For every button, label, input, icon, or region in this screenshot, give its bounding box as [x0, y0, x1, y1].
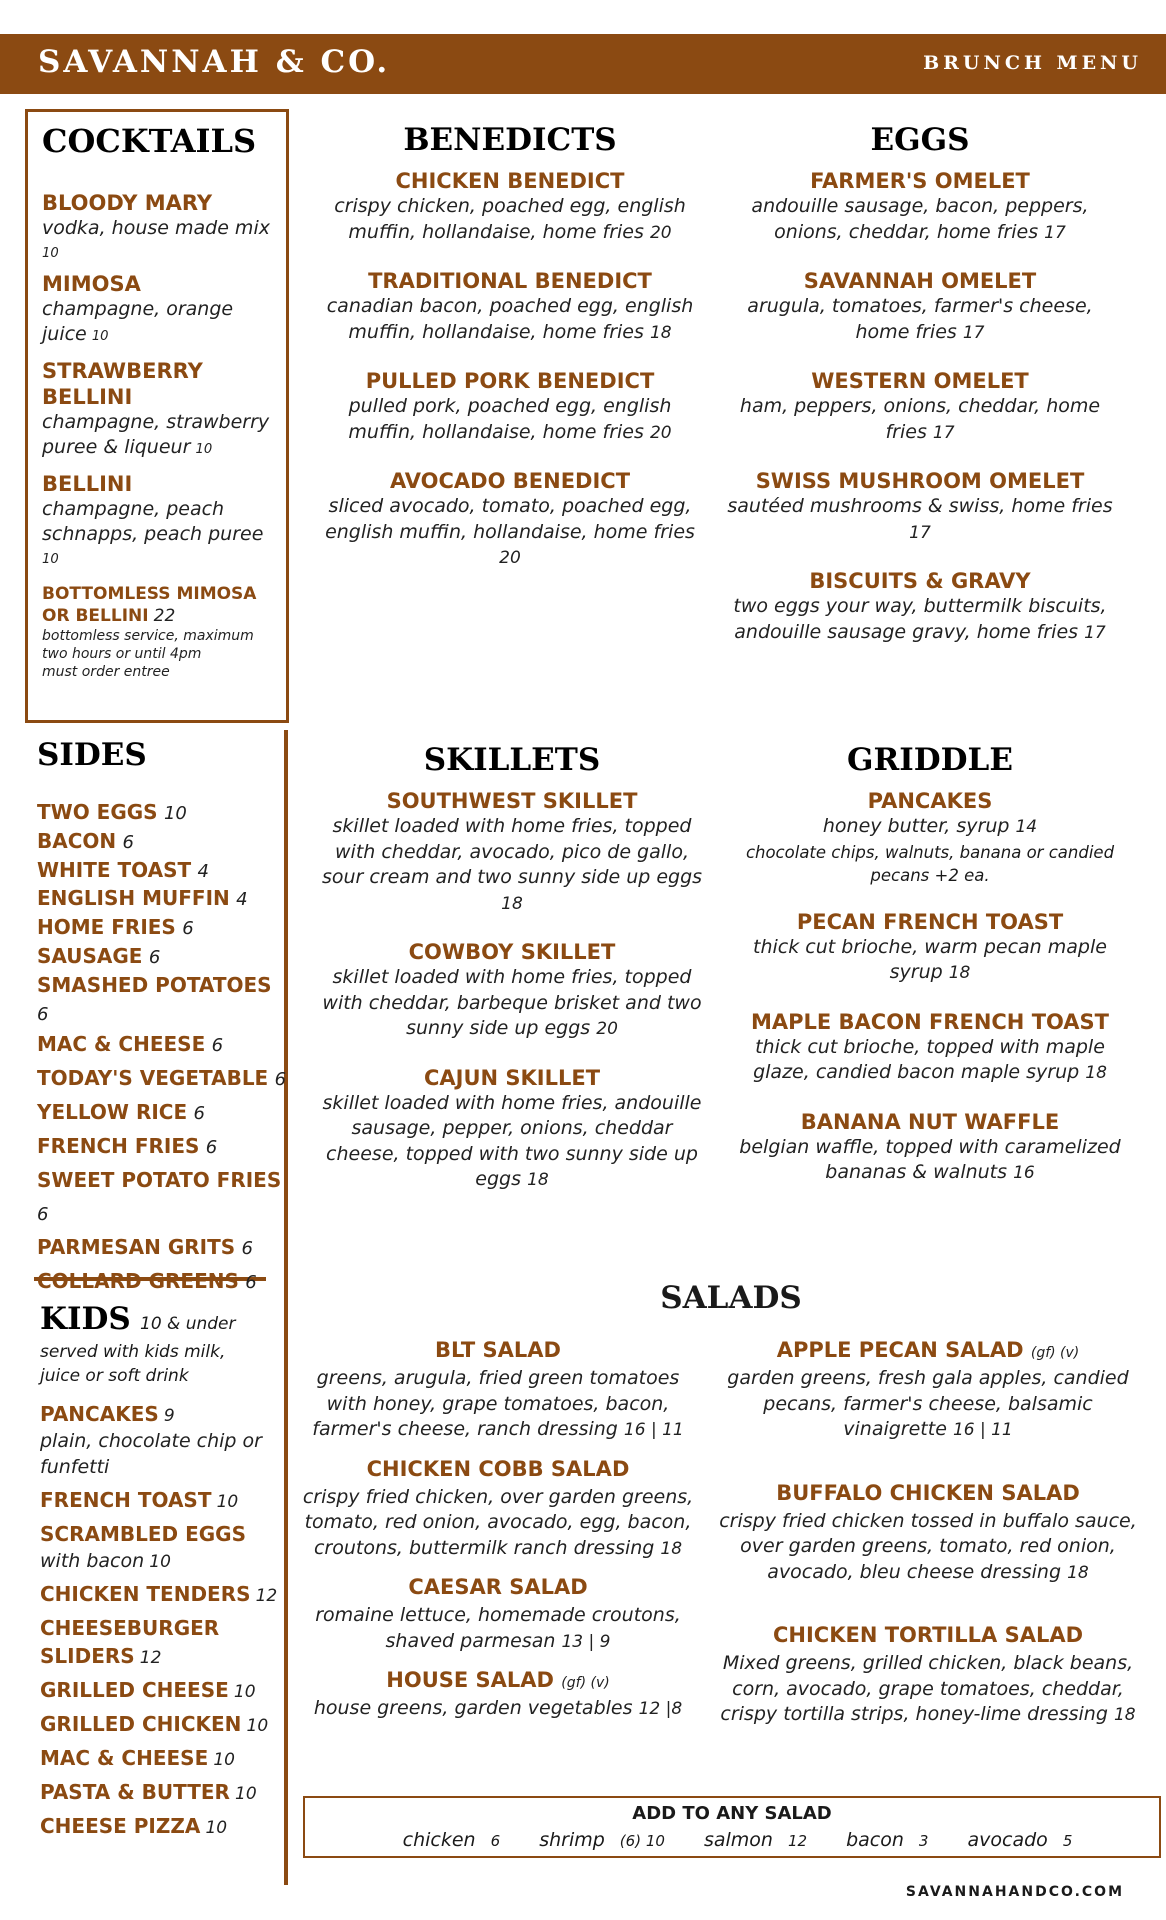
menu-title: BRUNCH MENU [923, 52, 1142, 74]
item-tag: (gf) (v) [561, 1675, 610, 1691]
item-name: TWO EGGS [37, 800, 158, 824]
menu-item [318, 939, 706, 1043]
item-name: PANCAKES [40, 1402, 159, 1426]
addon-price: 3 [918, 1832, 929, 1850]
item-name: BELLINI [42, 471, 133, 496]
side-item [37, 972, 287, 1029]
item-price: 6 [274, 1069, 287, 1091]
kids-item [40, 1486, 280, 1514]
cocktails-list [42, 190, 272, 691]
item-price: 6 [245, 1272, 257, 1294]
side-item [37, 1265, 287, 1299]
desc-text: skillet loaded with home fries, topped with cheddar, barbeque brisket and two sunny side up eggs [322, 966, 702, 1039]
item-price: 20 [499, 548, 521, 568]
item-name: HOME FRIES [37, 915, 176, 940]
item-desc: champagne, strawberry puree & liqueur [42, 410, 270, 458]
item-name: COLLARD GREENS [37, 1269, 239, 1294]
item-name: CHEESE PIZZA [40, 1814, 201, 1838]
side-item [37, 799, 287, 828]
desc-text: romaine lettuce, homemade croutons, shaved parmesan [315, 1604, 681, 1652]
kids-item [40, 1812, 280, 1840]
item-name: SAUSAGE [37, 943, 143, 968]
desc-text: honey butter, syrup [822, 815, 1010, 837]
addon-name: salmon [703, 1829, 773, 1851]
item-price: 20 [649, 222, 672, 243]
item-desc [720, 594, 1120, 646]
item-price: 6 [122, 831, 134, 853]
item-name: FRENCH FRIES [37, 1134, 200, 1159]
item-name: PASTA & BUTTER [40, 1780, 230, 1804]
item-price: 17 [932, 422, 955, 443]
kids-item [40, 1778, 280, 1806]
item-desc [298, 1366, 698, 1444]
menu-item [322, 368, 698, 446]
item-price: 10 [246, 1716, 269, 1736]
item-tag: (gf) (v) [1030, 1345, 1080, 1361]
addon-name: shrimp [539, 1829, 605, 1851]
item-price: 10 [216, 1492, 239, 1512]
name-text: CHICKEN COBB SALAD [366, 1456, 630, 1481]
item-name: CHICKEN BENEDICT [395, 169, 625, 193]
desc-text: canadian bacon, poached egg, english muffin, hollandaise, home fries [326, 295, 694, 343]
salad-addon-box [303, 1796, 1161, 1858]
item-desc: champagne, peach schnapps, peach puree [42, 497, 264, 545]
desc-text: arugula, tomatoes, farmer's cheese, home fries [747, 295, 1093, 343]
item-name: MAPLE BACON FRENCH TOAST [750, 1009, 1110, 1034]
item-price: 18 [527, 1170, 549, 1190]
item-name: STRAWBERRY BELLINI [42, 358, 203, 409]
menu-item [718, 1480, 1138, 1587]
item-price: 6 [193, 1103, 205, 1125]
item-price: 6 [37, 1003, 49, 1025]
addon-title: ADD TO ANY SALAD [632, 1803, 832, 1824]
menu-item [718, 1622, 1138, 1729]
item-price: 18 [948, 963, 971, 983]
item-price: 10 [233, 1682, 256, 1702]
item-price: 12 [139, 1648, 162, 1668]
item-desc [720, 394, 1120, 446]
item-name: SWISS MUSHROOM OMELET [755, 469, 1085, 493]
griddle-section [730, 742, 1130, 1209]
item-name [298, 1574, 698, 1603]
kids-item [40, 1400, 280, 1480]
item-desc: vodka, house made mix [42, 217, 270, 239]
side-item [37, 885, 287, 914]
item-name: BACON [37, 828, 117, 853]
item-name: BISCUITS & GRAVY [809, 569, 1031, 593]
item-extra: chocolate chips, walnuts, banana or candied pecans +2 ea. [745, 842, 1115, 885]
side-item [37, 857, 287, 886]
desc-text: Mixed greens, grilled chicken, black beans, corn, avocado, grape tomatoes, cheddar, crispy tortilla strips, honey-lime dressing [720, 1652, 1134, 1725]
website-link[interactable]: SAVANNAHANDCO.COM [905, 1884, 1124, 1900]
bottomless-note-2: must order entree [42, 663, 170, 680]
benedicts-title: BENEDICTS [403, 122, 617, 158]
item-desc [322, 294, 698, 346]
item-price: 10 [213, 1750, 235, 1770]
desc-text: skillet loaded with home fries, andouille sausage, pepper, onions, cheddar cheese, topped with two sunny side up eggs [322, 1091, 702, 1190]
bottomless-note: bottomless service, maximum two hours or until 4pm [42, 627, 254, 662]
item-price: 16 | 11 [623, 1420, 684, 1440]
kids-item [40, 1520, 280, 1574]
menu-item [730, 909, 1130, 987]
item-desc [730, 814, 1130, 841]
item-desc [718, 1366, 1138, 1444]
item-price: 18 [1085, 1063, 1107, 1083]
item-name [298, 1456, 698, 1485]
desc-text: greens, arugula, fried green tomatoes with honey, grape tomatoes, bacon, farmer's cheese, ranch dressing [312, 1367, 680, 1440]
desc-text: crispy chicken, poached egg, english muffin, hollandaise, home fries [334, 195, 686, 243]
desc-text: ham, peppers, onions, cheddar, home fries [739, 395, 1101, 443]
item-name: SWEET POTATO FRIES [37, 1168, 282, 1193]
item-name [298, 1667, 698, 1696]
menu-item [318, 788, 706, 917]
menu-item [42, 190, 272, 261]
desc-text: skillet loaded with home fries, topped with cheddar, avocado, pico de gallo, sour cream and two sunny side up eggs [321, 815, 703, 888]
kids-item [40, 1580, 280, 1608]
desc-text: thick cut brioche, warm pecan maple syrup [753, 935, 1107, 983]
item-name: CHEESEBURGER SLIDERS [40, 1616, 220, 1668]
item-price: 20 [596, 1019, 618, 1039]
item-price: 12 |8 [638, 1699, 683, 1719]
item-name: FRENCH TOAST [40, 1488, 212, 1512]
salads-right-column [718, 1337, 1138, 1751]
menu-item [720, 268, 1120, 346]
cocktails-section [25, 109, 289, 723]
side-item [37, 1096, 287, 1130]
item-name: GRILLED CHEESE [40, 1678, 229, 1702]
item-price: 6 [211, 1035, 224, 1057]
item-price: 13 | 9 [561, 1631, 611, 1652]
item-desc: plain, chocolate chip or funfetti [40, 1430, 262, 1478]
item-price: 17 [1084, 622, 1106, 643]
menu-item [42, 271, 272, 348]
item-desc: champagne, orange juice [42, 297, 234, 345]
desc-text: crispy fried chicken tossed in buffalo sauce, over garden greens, tomato, red onion, avocado, bleu cheese dressing [719, 1509, 1137, 1583]
menu-item [322, 168, 698, 246]
desc-text: sautéed mushrooms & swiss, home fries [727, 495, 1113, 517]
item-name: PANCAKES [867, 789, 993, 813]
item-price: 10 [163, 803, 187, 824]
desc-text: pulled pork, poached egg, english muffin, hollandaise, home fries [348, 395, 672, 443]
item-price: 18 [1113, 1705, 1136, 1725]
item-price: 18 [660, 1538, 683, 1559]
desc-text: thick cut brioche, topped with maple glaze, candied bacon maple syrup [753, 1035, 1105, 1083]
side-item [37, 1130, 287, 1164]
addon-option [835, 1829, 928, 1851]
addon-option [392, 1829, 501, 1851]
item-name: MIMOSA [42, 271, 141, 296]
name-text: APPLE PECAN SALAD [776, 1338, 1024, 1362]
menu-item [322, 468, 698, 572]
item-name: SCRAMBLED EGGS [40, 1522, 246, 1546]
item-desc [720, 494, 1120, 546]
name-text: BUFFALO CHICKEN SALAD [776, 1480, 1080, 1505]
menu-item [720, 368, 1120, 446]
kids-title: KIDS [40, 1301, 131, 1337]
griddle-title: GRIDDLE [847, 742, 1013, 778]
item-name: TODAY'S VEGETABLE [37, 1066, 269, 1091]
item-price: 4 [236, 889, 248, 911]
item-price: 16 [1013, 1163, 1035, 1183]
desc-text: two eggs your way, buttermilk biscuits, andouille sausage gravy, home fries [733, 595, 1107, 643]
addon-option [528, 1829, 665, 1851]
item-name: SOUTHWEST SKILLET [386, 789, 638, 813]
item-name [298, 1337, 698, 1366]
sides-title: SIDES [37, 737, 147, 773]
item-name: TRADITIONAL BENEDICT [368, 269, 652, 293]
name-text: BLT SALAD [435, 1338, 561, 1362]
addon-name: bacon [846, 1829, 904, 1851]
item-name: PULLED PORK BENEDICT [365, 369, 655, 393]
item-desc [318, 965, 706, 1043]
item-price: 6 [205, 1137, 218, 1159]
kids-item [40, 1614, 240, 1670]
side-item [37, 914, 287, 943]
item-price: 14 [1015, 817, 1038, 837]
addon-options [305, 1827, 1159, 1854]
item-price: 18 [501, 893, 523, 914]
item-desc [730, 1035, 1130, 1087]
item-name: MAC & CHEESE [37, 1032, 206, 1057]
menu-item [322, 268, 698, 346]
kids-list [40, 1400, 280, 1846]
item-name: BOTTOMLESS MIMOSA OR BELLINI [42, 583, 257, 626]
item-desc [720, 194, 1120, 246]
item-desc [322, 494, 698, 572]
menu-item [730, 1009, 1130, 1087]
kids-item [40, 1744, 280, 1772]
item-price: 6 [241, 1238, 253, 1260]
item-price: 17 [962, 322, 985, 343]
item-name: BLOODY MARY [42, 191, 213, 215]
menu-item [720, 568, 1120, 646]
item-price: 10 [149, 1552, 171, 1572]
desc-text: andouille sausage, bacon, peppers, onions, cheddar, home fries [751, 195, 1089, 243]
addon-price: 12 [787, 1832, 808, 1850]
item-desc [730, 935, 1130, 987]
eggs-title: EGGS [870, 122, 970, 158]
benedicts-section [322, 122, 698, 594]
desc-text: belgian waffle, topped with caramelized bananas & walnuts [739, 1135, 1121, 1183]
item-name: WESTERN OMELET [811, 369, 1029, 393]
desc-text: sliced avocado, tomato, poached egg, english muffin, hollandaise, home fries [325, 495, 695, 543]
item-desc [322, 394, 698, 446]
item-desc [298, 1603, 698, 1655]
item-desc [298, 1485, 698, 1563]
item-name: WHITE TOAST [37, 857, 192, 882]
item-desc [718, 1509, 1138, 1587]
item-price: 16 | 11 [952, 1420, 1013, 1440]
name-text: HOUSE SALAD [386, 1668, 554, 1692]
desc-text: garden greens, fresh gala apples, candied pecans, farmer's cheese, balsamic vinaigrette [727, 1367, 1129, 1440]
sides-list [37, 799, 287, 1299]
item-name: COWBOY SKILLET [408, 940, 616, 964]
item-name: ENGLISH MUFFIN [37, 886, 230, 911]
item-desc [730, 1135, 1130, 1187]
item-desc: with bacon [40, 1550, 145, 1572]
menu-item [298, 1337, 698, 1444]
item-price: 10 [91, 329, 109, 344]
item-price: 12 [255, 1586, 278, 1606]
side-item [37, 1231, 287, 1265]
menu-item [298, 1667, 698, 1723]
item-desc [318, 1091, 706, 1194]
item-name: FARMER'S OMELET [810, 169, 1030, 193]
addon-price: 5 [1062, 1832, 1073, 1850]
item-price: 10 [42, 551, 59, 567]
skillets-section [318, 742, 706, 1216]
item-desc [298, 1696, 698, 1723]
item-desc [718, 1651, 1138, 1729]
item-name [718, 1480, 1138, 1509]
item-price: 9 [163, 1406, 175, 1426]
addon-price: (6) 10 [619, 1832, 665, 1850]
desc-text: crispy fried chicken, over garden greens, tomato, red onion, avocado, egg, bacon, croutons, buttermilk ranch dressing [302, 1485, 694, 1559]
item-name: SAVANNAH OMELET [803, 269, 1037, 293]
item-price: 4 [197, 860, 209, 882]
item-price: 18 [1067, 1562, 1089, 1583]
salads-left-column [298, 1337, 698, 1735]
menu-item [298, 1574, 698, 1655]
bottomless-item [42, 583, 272, 681]
addon-option [957, 1829, 1073, 1851]
side-item [37, 1028, 287, 1062]
item-name: PECAN FRENCH TOAST [796, 909, 1064, 934]
menu-item [720, 168, 1120, 246]
addon-option [693, 1829, 807, 1851]
addon-name: avocado [967, 1829, 1048, 1851]
kids-note: served with kids milk, juice or soft drink [40, 1342, 226, 1386]
item-name [718, 1337, 1138, 1366]
item-price: 6 [182, 918, 194, 940]
item-name: YELLOW RICE [37, 1100, 188, 1125]
item-name: BANANA NUT WAFFLE [800, 1109, 1060, 1134]
menu-item [42, 358, 272, 461]
addon-price: 6 [490, 1832, 501, 1850]
addon-name: chicken [402, 1829, 476, 1851]
item-desc [318, 814, 706, 917]
menu-item [318, 1065, 706, 1194]
side-item [37, 1164, 287, 1231]
item-name: CAJUN SKILLET [423, 1065, 601, 1090]
kids-item [40, 1676, 280, 1704]
item-desc [720, 294, 1120, 346]
item-name [718, 1622, 1138, 1651]
item-price: 10 [195, 442, 213, 457]
salads-title: SALADS [660, 1280, 802, 1316]
item-name: MAC & CHEESE [40, 1746, 209, 1770]
item-price: 10 [205, 1818, 228, 1838]
skillets-title: SKILLETS [423, 742, 601, 778]
item-price: 22 [153, 605, 176, 626]
header-bar [0, 34, 1166, 94]
name-text: CAESAR SALAD [408, 1575, 588, 1599]
name-text: CHICKEN TORTILLA SALAD [772, 1623, 1084, 1647]
item-desc [322, 194, 698, 246]
kids-subtitle: 10 & under [140, 1314, 236, 1334]
item-price: 18 [649, 322, 672, 343]
side-item [37, 943, 287, 972]
eggs-section [720, 122, 1120, 668]
salads-title-row [302, 1280, 1160, 1316]
desc-text: house greens, garden vegetables [313, 1697, 633, 1719]
item-price: 17 [909, 522, 931, 543]
item-name: AVOCADO BENEDICT [389, 469, 631, 493]
menu-item [730, 1109, 1130, 1187]
item-price: 6 [37, 1204, 49, 1226]
item-price: 6 [148, 946, 161, 968]
cocktails-title: COCKTAILS [42, 122, 257, 160]
item-price: 10 [235, 1784, 257, 1804]
menu-item [42, 471, 272, 567]
item-price: 10 [42, 245, 59, 261]
item-price: 17 [1044, 222, 1066, 243]
menu-item [730, 788, 1130, 887]
item-name: PARMESAN GRITS [37, 1235, 236, 1260]
item-name: CHICKEN TENDERS [40, 1582, 251, 1606]
kids-item [40, 1710, 280, 1738]
menu-item [298, 1456, 698, 1563]
item-name: GRILLED CHICKEN [40, 1712, 242, 1736]
side-item [37, 828, 287, 857]
brand-name: SAVANNAH & CO. [38, 44, 391, 80]
side-item [37, 1062, 287, 1096]
menu-item [718, 1337, 1138, 1444]
item-price: 20 [649, 422, 672, 443]
item-name: SMASHED POTATOES [37, 972, 272, 997]
menu-item [720, 468, 1120, 546]
